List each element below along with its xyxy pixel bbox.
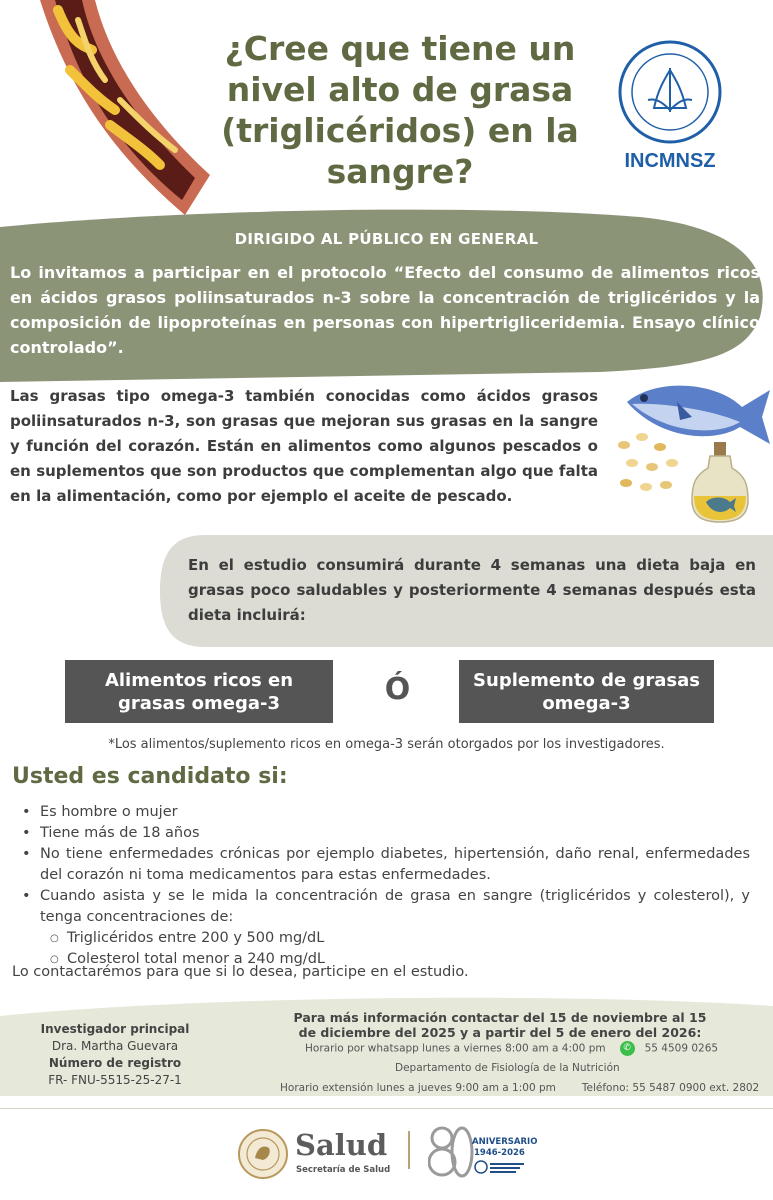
divider <box>0 1108 773 1109</box>
registry-number: FR- FNU-5515-25-27-1 <box>48 1073 182 1087</box>
criteria-text: Cuando asista y se le mida la concentración de grasa en sangre (triglicéridos y colesterol), y tenga concentraciones de: <box>40 888 750 925</box>
audience-heading: DIRIGIDO AL PÚBLICO EN GENERAL <box>234 230 539 248</box>
oil-bottle-icon <box>690 440 750 524</box>
bullet-icon: • <box>22 804 31 820</box>
whatsapp-number: 55 4509 0265 <box>644 1042 719 1055</box>
ring-bullet-icon: ○ <box>50 954 59 965</box>
criteria-text: No tiene enfermedades crónicas por ejemplo diabetes, hipertensión, daño renal, enfermedades del corazón ni toma medicamentos para estas enfermedades. <box>40 846 750 883</box>
criteria-text: Es hombre o mujer <box>40 804 178 820</box>
registry-label: Número de registro <box>48 1056 182 1070</box>
anniversary-years: 1946-2026 <box>474 1148 525 1158</box>
extension-hours: Horario extensión lunes a jueves 9:00 am a 1:00 pm <box>280 1082 556 1094</box>
options-footnote: *Los alimentos/suplemento ricos en omega-3 serán otorgados por los investigadores. <box>108 737 665 752</box>
whatsapp-hours: Horario por whatsapp lunes a viernes 8:00 am a 4:00 pm <box>305 1042 606 1055</box>
option-foods-box: Alimentos ricos en grasas omega-3 <box>65 660 333 723</box>
page-title: ¿Cree que tiene un nivel alto de grasa (triglicéridos) en la sangre? <box>221 29 579 191</box>
phone-number: Teléfono: 55 5487 0900 ext. 2802 <box>581 1082 760 1094</box>
contact-note: Lo contactarémos para que si lo desea, participe en el estudio. <box>12 964 469 980</box>
logo-divider <box>408 1131 410 1169</box>
mini-institute-logo-icon <box>474 1160 526 1174</box>
extension-line <box>280 1082 759 1094</box>
artery-illustration <box>0 0 215 215</box>
seeds-icon <box>612 425 697 505</box>
ring-bullet-icon: ○ <box>50 933 59 944</box>
anniversary-title: ANIVERSARIO <box>472 1137 538 1147</box>
criteria-text: Tiene más de 18 años <box>40 825 200 841</box>
investigator-block <box>20 1021 210 1089</box>
criteria-item <box>10 886 750 928</box>
option-connector: Ó <box>384 672 411 707</box>
candidate-heading: Usted es candidato si: <box>12 764 288 789</box>
institute-seal-icon <box>618 40 722 144</box>
contact-info-heading: Para más información contactar del 15 de noviembre al 15 de diciembre del 2025 y a partir del 5 de enero del 2026: <box>293 1010 707 1040</box>
criteria-item <box>10 802 750 823</box>
sub-criteria-text: Colesterol total menor a 240 mg/dL <box>67 951 325 967</box>
department-name: Departamento de Fisiología de la Nutrición <box>395 1062 620 1074</box>
salud-subtitle: Secretaría de Salud <box>296 1165 391 1175</box>
criteria-item <box>10 823 750 844</box>
omega-description: Las grasas tipo omega-3 también conocidas como ácidos grasos poliinsaturados n-3, son grasas que mejoran sus grasas en la sangre y función del corazón. Están en alimentos como algunos pescados o en suplementos que son productos que complementan algo que falta en la alimentación, como por ejemplo el aceite de pescado. <box>10 387 598 505</box>
investigator-label: Investigador principal <box>40 1022 190 1036</box>
bullet-icon: • <box>22 888 31 904</box>
criteria-list <box>10 802 750 970</box>
whatsapp-line <box>305 1041 718 1056</box>
whatsapp-icon: ✆ <box>620 1041 635 1056</box>
criteria-item <box>10 844 750 886</box>
option-supplement-box: Suplemento de grasas omega-3 <box>459 660 714 723</box>
investigator-name: Dra. Martha Guevara <box>51 1039 179 1053</box>
sub-criteria-item <box>10 928 750 949</box>
government-seal-icon <box>237 1128 289 1180</box>
institution-acronym: INCMNSZ <box>624 150 716 172</box>
study-description: En el estudio consumirá durante 4 semanas una dieta baja en grasas poco saludables y posteriormente 4 semanas después esta dieta incluirá: <box>188 556 756 624</box>
invitation-text: Lo invitamos a participar en el protocolo “Efecto del consumo de alimentos ricos en ácidos grasos poliinsaturados n-3 sobre la concentración de triglicéridos y la composición de lipoproteínas en personas con hipertrigliceridemia. Ensayo clínico controlado”. <box>10 263 760 357</box>
bullet-icon: • <box>22 846 31 862</box>
sub-criteria-text: Triglicéridos entre 200 y 500 mg/dL <box>67 930 325 946</box>
bullet-icon: • <box>22 825 31 841</box>
salud-logo-text: Salud <box>295 1128 388 1162</box>
